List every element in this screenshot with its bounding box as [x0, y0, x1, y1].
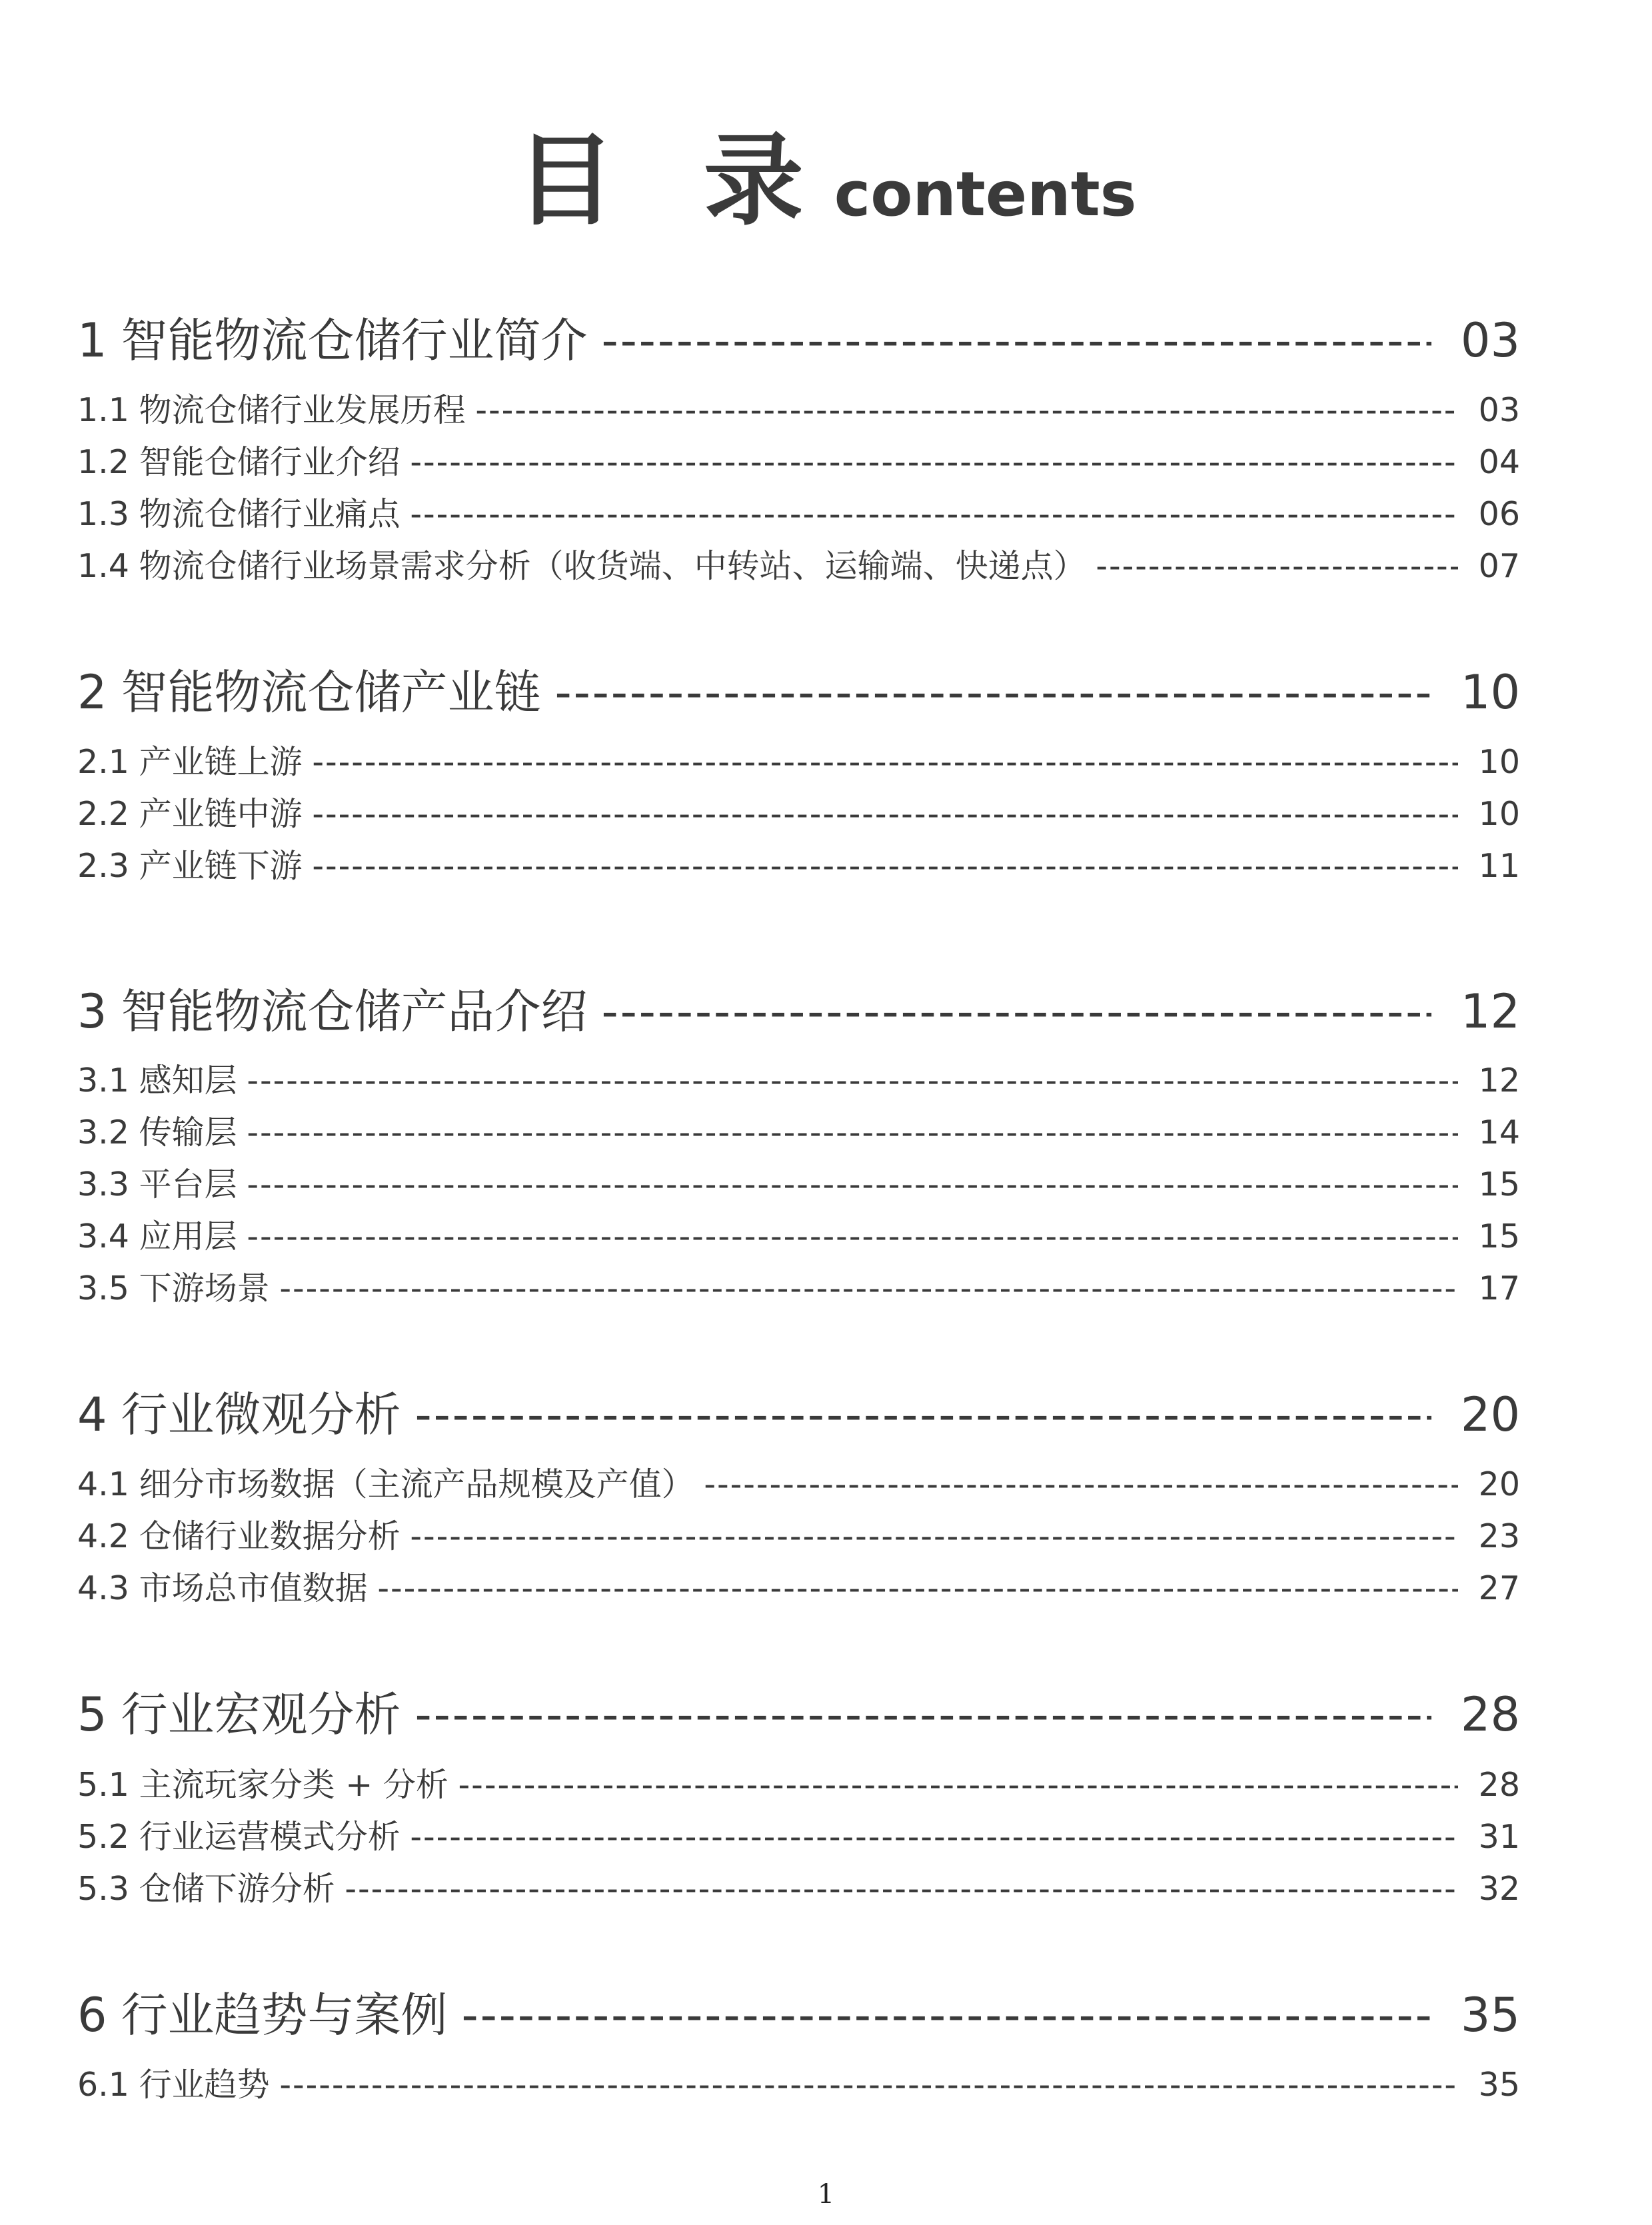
toc-section-2-1[interactable] [77, 736, 1520, 783]
toc-entry-number: 3.1 [77, 1062, 129, 1100]
toc-entry-page: 14 [1478, 1113, 1520, 1151]
toc-section-4-2[interactable] [77, 1511, 1520, 1557]
toc-entry-page: 20 [1460, 1387, 1520, 1442]
dot-leader [555, 665, 1431, 720]
toc-entry-page: 10 [1478, 795, 1520, 833]
toc-chapter-6[interactable] [77, 1978, 1520, 2045]
toc-section-3-1[interactable] [77, 1055, 1520, 1102]
toc-entry-number: 3.5 [77, 1269, 129, 1307]
dot-leader [410, 1818, 1458, 1856]
toc-chapter-4[interactable] [77, 1377, 1520, 1445]
toc-entry-number: 4.1 [77, 1465, 129, 1503]
dot-leader [410, 1517, 1458, 1555]
toc-entry-number: 1.1 [77, 391, 129, 429]
toc-entry-page: 28 [1460, 1687, 1520, 1742]
toc-entry-number: 2.1 [77, 743, 129, 781]
dot-leader [602, 984, 1431, 1039]
dot-leader [458, 1766, 1458, 1804]
toc-entry-number: 5.1 [77, 1766, 129, 1804]
toc-entry-number: 1.4 [77, 547, 129, 585]
dot-leader [247, 1062, 1458, 1100]
toc-entry-page: 07 [1478, 547, 1520, 585]
page-title [0, 100, 1652, 244]
toc-entry-page: 20 [1478, 1465, 1520, 1503]
toc-entry-number: 2.3 [77, 847, 129, 885]
toc-entry-page: 10 [1460, 665, 1520, 720]
toc-entry-page: 15 [1478, 1217, 1520, 1255]
dot-leader [415, 1387, 1431, 1442]
dot-leader [415, 1687, 1431, 1742]
toc-entry-number: 1.2 [77, 443, 129, 481]
toc-section-1-3[interactable] [77, 488, 1520, 535]
toc-section-1-2[interactable] [77, 436, 1520, 483]
toc-entry-number: 4 [77, 1387, 107, 1442]
toc-entry-label: 行业宏观分析 [121, 1687, 401, 1742]
dot-leader [1096, 547, 1458, 585]
toc-section-2-3[interactable] [77, 840, 1520, 887]
toc-section-4-1[interactable] [77, 1459, 1520, 1505]
toc-section-2-2[interactable] [77, 788, 1520, 835]
toc-entry-number: 5.2 [77, 1818, 129, 1856]
toc-section-5-3[interactable] [77, 1863, 1520, 1910]
toc-entry-label: 产业链中游 [139, 795, 303, 833]
dot-leader [247, 1113, 1458, 1151]
toc-entry-page: 03 [1478, 391, 1520, 429]
toc-section-5-1[interactable] [77, 1759, 1520, 1806]
toc-entry-label: 下游场景 [139, 1269, 270, 1307]
dot-leader [345, 1870, 1458, 1908]
toc-entry-page: 35 [1478, 2066, 1520, 2104]
toc-entry-page: 03 [1460, 313, 1520, 368]
toc-section-5-2[interactable] [77, 1811, 1520, 1858]
dot-leader [312, 795, 1458, 833]
toc-section-3-2[interactable] [77, 1107, 1520, 1153]
toc-entry-number: 4.3 [77, 1569, 129, 1607]
toc-entry-label: 传输层 [139, 1113, 237, 1151]
toc-entry-label: 平台层 [139, 1165, 237, 1203]
toc-entry-label: 行业趋势 [139, 2066, 270, 2104]
toc-entry-page: 04 [1478, 443, 1520, 481]
toc-entry-label: 行业趋势与案例 [121, 1988, 448, 2042]
toc-entry-label: 产业链上游 [139, 743, 303, 781]
toc-entry-page: 23 [1478, 1517, 1520, 1555]
toc-chapter-5[interactable] [77, 1677, 1520, 1745]
page-title-english: contents [834, 159, 1137, 230]
dot-leader [410, 443, 1458, 481]
toc-entry-label: 主流玩家分类 + 分析 [139, 1766, 448, 1804]
dot-leader [312, 743, 1458, 781]
toc-entry-label: 仓储下游分析 [139, 1870, 335, 1908]
toc-entry-label: 智能物流仓储行业简介 [121, 313, 588, 368]
dot-leader [247, 1165, 1458, 1203]
toc-entry-page: 15 [1478, 1165, 1520, 1203]
toc-section-4-3[interactable] [77, 1563, 1520, 1609]
toc-entry-label: 行业微观分析 [121, 1387, 401, 1442]
toc-entry-label: 细分市场数据（主流产品规模及产值） [139, 1465, 694, 1503]
toc-section-1-1[interactable] [77, 384, 1520, 431]
dot-leader [602, 313, 1431, 368]
toc-entry-number: 3.3 [77, 1165, 129, 1203]
toc-entry-number: 4.2 [77, 1517, 129, 1555]
toc-entry-label: 仓储行业数据分析 [139, 1517, 401, 1555]
toc-entry-label: 行业运营模式分析 [139, 1818, 401, 1856]
toc-entry-number: 1 [77, 313, 107, 368]
toc-entry-page: 27 [1478, 1569, 1520, 1607]
toc-entry-number: 6 [77, 1988, 107, 2042]
dot-leader [377, 1569, 1458, 1607]
toc-section-6-1[interactable] [77, 2059, 1520, 2106]
toc-section-3-3[interactable] [77, 1159, 1520, 1205]
toc-entry-page: 12 [1460, 984, 1520, 1039]
dot-leader [247, 1217, 1458, 1255]
toc-entry-label: 物流仓储行业痛点 [139, 495, 401, 533]
dot-leader [279, 2066, 1458, 2104]
toc-entry-page: 32 [1478, 1870, 1520, 1908]
dot-leader [475, 391, 1458, 429]
toc-entry-label: 应用层 [139, 1217, 237, 1255]
page-title-chinese: 目 录 [515, 123, 830, 239]
toc-entry-page: 12 [1478, 1062, 1520, 1100]
toc-section-3-5[interactable] [77, 1263, 1520, 1309]
toc-entry-label: 产业链下游 [139, 847, 303, 885]
dot-leader [462, 1988, 1431, 2042]
toc-entry-label: 智能物流仓储产品介绍 [121, 984, 588, 1039]
toc-entry-page: 11 [1478, 847, 1520, 885]
toc-entry-number: 6.1 [77, 2066, 129, 2104]
toc-entry-label: 智能物流仓储产业链 [121, 665, 541, 720]
toc-entry-number: 5.3 [77, 1870, 129, 1908]
dot-leader [312, 847, 1458, 885]
dot-leader [279, 1269, 1458, 1307]
toc-section-1-4[interactable] [77, 540, 1520, 587]
toc-entry-page: 31 [1478, 1818, 1520, 1856]
toc-entry-label: 智能仓储行业介绍 [139, 443, 401, 481]
toc-entry-number: 3.4 [77, 1217, 129, 1255]
toc-entry-label: 市场总市值数据 [139, 1569, 368, 1607]
toc-entry-page: 06 [1478, 495, 1520, 533]
toc-chapter-1[interactable] [77, 303, 1520, 371]
toc-entry-number: 2.2 [77, 795, 129, 833]
toc-entry-number: 5 [77, 1687, 107, 1742]
toc-section-3-4[interactable] [77, 1211, 1520, 1257]
toc-entry-number: 2 [77, 665, 107, 720]
toc-entry-number: 1.3 [77, 495, 129, 533]
toc-entry-label: 物流仓储行业发展历程 [139, 391, 466, 429]
dot-leader [704, 1465, 1458, 1503]
page-number: 1 [817, 2179, 835, 2210]
dot-leader [410, 495, 1458, 533]
toc-chapter-3[interactable] [77, 974, 1520, 1042]
toc-entry-number: 3 [77, 984, 107, 1039]
toc-entry-page: 10 [1478, 743, 1520, 781]
toc-entry-page: 35 [1460, 1988, 1520, 2042]
toc-chapter-2[interactable] [77, 655, 1520, 722]
toc-entry-page: 28 [1478, 1766, 1520, 1804]
toc-entry-label: 感知层 [139, 1062, 237, 1100]
toc-entry-page: 17 [1478, 1269, 1520, 1307]
toc-entry-label: 物流仓储行业场景需求分析（收货端、中转站、运输端、快递点） [139, 547, 1086, 585]
toc-entry-number: 3.2 [77, 1113, 129, 1151]
